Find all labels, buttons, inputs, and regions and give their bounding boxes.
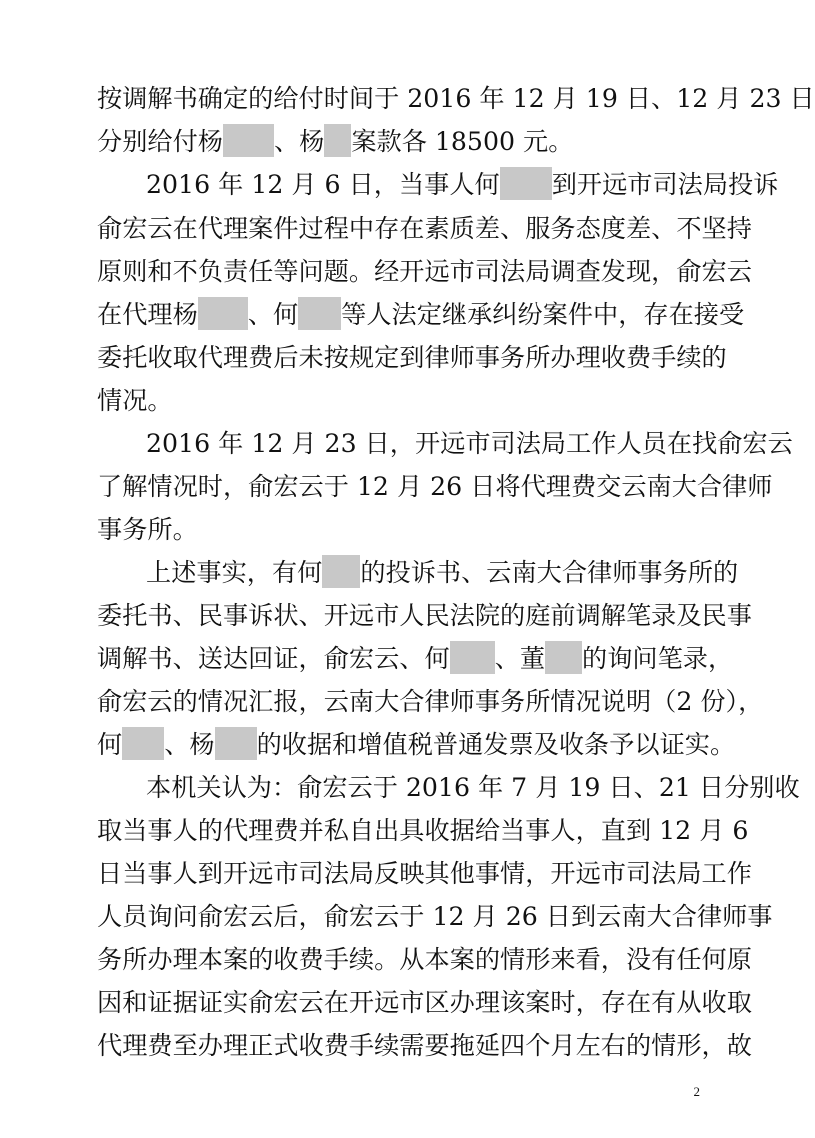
text-line: 2016 年 12 月 23 日，开远市司法局工作人员在找俞宏云 (146, 429, 793, 458)
redaction-block (322, 555, 360, 588)
text-line: 日当事人到开远市司法局反映其他事情，开远市司法局工作 (97, 859, 752, 888)
text-line: 委托收取代理费后未按规定到律师事务所办理收费手续的 (97, 343, 727, 372)
redaction-block (298, 297, 341, 330)
text-line: 上述事实，有何 的投诉书、云南大合律师事务所的 (146, 551, 707, 595)
text-line: 原则和不负责任等问题。经开远市司法局调查发现，俞宏云 (97, 257, 752, 286)
redaction-block (122, 727, 164, 760)
text-line: 在代理杨 、何 等人法定继承纠纷案件中，存在接受 (97, 293, 707, 337)
text-line: 务所办理本案的收费手续。从本案的情形来看，没有任何原 (97, 945, 752, 974)
redaction-block (215, 727, 257, 760)
text-line: 事务所。 (97, 515, 198, 544)
text-line: 俞宏云的情况汇报，云南大合律师事务所情况说明（2 份）， (97, 687, 764, 716)
text-line: 人员询问俞宏云后，俞宏云于 12 月 26 日到云南大合律师事 (97, 902, 773, 931)
redaction-block (545, 641, 582, 674)
text-line: 委托书、民事诉状、开远市人民法院的庭前调解笔录及民事 (97, 601, 752, 630)
text-line: 2016 年 12 月 6 日，当事人何 到开远市司法局投诉 (146, 163, 707, 207)
text-line: 按调解书确定的给付时间于 2016 年 12 月 19 日、12 月 23 日 (97, 84, 815, 113)
text-line: 代理费至办理正式收费手续需要拖延四个月左右的情形，故 (97, 1031, 752, 1060)
redaction-block (450, 641, 495, 674)
page-number: 2 (693, 1084, 700, 1099)
redaction-block (223, 124, 274, 157)
text-line: 分别给付杨 、杨 案款各 18500 元。 (97, 120, 707, 164)
text-line: 取当事人的代理费并私自出具收据给当事人，直到 12 月 6 (97, 816, 749, 845)
text-line: 本机关认为：俞宏云于 2016 年 7 月 19 日、21 日分别收 (146, 773, 800, 802)
redaction-block (198, 297, 248, 330)
text-line: 情况。 (97, 386, 173, 415)
text-line: 何 、杨 的收据和增值税普通发票及收条予以证实。 (97, 723, 707, 767)
text-line: 因和证据证实俞宏云在开远市区办理该案时，存在有从收取 (97, 988, 752, 1017)
redaction-block (500, 167, 552, 200)
redaction-block (324, 124, 351, 157)
text-line: 了解情况时，俞宏云于 12 月 26 日将代理费交云南大合律师 (97, 472, 773, 501)
text-line: 俞宏云在代理案件过程中存在素质差、服务态度差、不坚持 (97, 214, 752, 243)
text-line: 调解书、送达回证，俞宏云、何 、董 的询问笔录， (97, 637, 707, 681)
